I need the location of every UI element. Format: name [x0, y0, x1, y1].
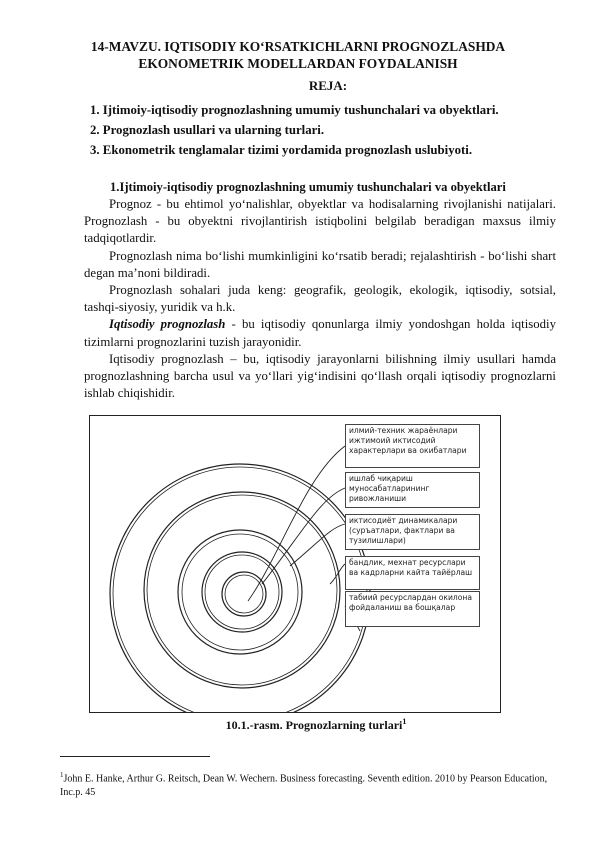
label-box-dynamics: иктисодиёт динамикалари (суръатлари, фактлари ва тузилишлари): [345, 514, 480, 550]
footnote-separator: [60, 756, 210, 757]
label-box-employment: бандлик, мехнат ресурслари ва кадрларни кайта тайёрлаш: [345, 556, 480, 590]
plan-item: 1. Ijtimoiy-iqtisodiy prognozlashning umumiy tushunchalari va obyektlari.: [90, 103, 499, 117]
plan-heading: REJA:: [308, 78, 348, 93]
paragraph: Prognozlash sohalari juda keng: geografik, geologik, ekologik, iqtisodiy, sotsial, tashqi-siyosiy, yuridik va h.k.: [84, 283, 556, 315]
ring-outer-inner: [113, 467, 367, 712]
paragraph: Prognozlash nima bo‘lishi mumkinligini ko‘rsatib beradi; rejalashtirish - bo‘lishi shart degan ma’noni bildiradi.: [84, 248, 556, 280]
paragraph: Iqtisodiy prognozlash – bu, iqtisodiy jarayonlarni bilishning ilmiy usullari hamda prognozlashning barcha usul va yo‘llari yig‘indisini qo‘llash orqali iqtisodiy prognozlarni ishlab chiqishidir.: [84, 351, 556, 401]
forecast-types-figure: [89, 415, 501, 713]
footnote-number: 1: [60, 771, 64, 779]
section-heading: 1.Ijtimoiy-iqtisodiy prognozlashning umumiy tushunchalari va obyektlari: [110, 180, 506, 194]
label-box-resources: табиий ресурслардан окилона фойдаланиш ва бошқалар: [345, 591, 480, 627]
plan-item: 2. Prognozlash usullari va ularning turlari.: [90, 123, 325, 137]
ring-second-inner: [147, 495, 337, 685]
footnote-text: John E. Hanke, Arthur G. Reitsch, Dean W. Wechern. Business forecasting. Seventh edition. 2010 by Pearson Education, Inc.p. 45: [60, 773, 548, 799]
footnote: [60, 768, 550, 800]
connector-line: [290, 524, 345, 566]
title-line-2: EKONOMETRIK MODELLARDAN FOYDALANISH: [138, 56, 458, 71]
plan-item: 3. Ekonometrik tenglamalar tizimi yordamida prognozlash uslubiyoti.: [90, 143, 473, 157]
title-line-1: 14-MAVZU. IQTISODIY KO‘RSATKICHLARNI PROGNOZLASHDA: [90, 39, 506, 54]
ring-outer: [110, 464, 370, 712]
figure-caption: [18, 717, 596, 733]
paragraph: Prognoz - bu ehtimol yo‘nalishlar, obyektlar va hodisalarning rivojlanishi natijalari. Prognozlash - bu obyektni rivojlantirish istiqbolini belgilab beradigan maxsus ilmiy tadqiqotlardir.: [84, 197, 556, 246]
ring-third: [178, 530, 302, 654]
paragraph: [84, 316, 556, 350]
body-text: [84, 196, 556, 402]
ring-inner: [222, 572, 266, 616]
term-highlight: Iqtisodiy prognozlash: [109, 317, 226, 332]
plan-list: [90, 100, 499, 160]
ring-third-inner: [182, 534, 298, 650]
document-title: [60, 38, 536, 72]
paragraph-text: - bu iqtisodiy qonunlarga ilmiy yondoshgan holda iqtisodiy tizimlarni prognozlarini tuzish jarayonidir.: [84, 317, 556, 349]
ring-inner-inner: [225, 575, 263, 613]
ring-second: [144, 492, 340, 688]
footnote-ref: 1: [402, 717, 407, 726]
label-box-production: ишлаб чиқариш муносабатларининг ривожланиши: [345, 472, 480, 508]
caption-text: 10.1.-rasm. Prognozlarning turlari: [225, 718, 403, 732]
ring-fourth-inner: [205, 555, 279, 629]
label-box-scientific: илмий-техник жараёнлари ижтимоий иктисодий характерлари ва окибатлари: [345, 424, 480, 468]
